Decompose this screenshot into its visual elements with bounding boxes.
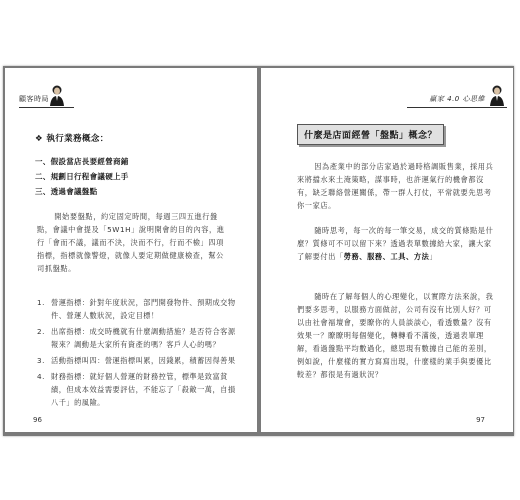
paragraph-text-lead: 隨時思考，每一次的每一筆交易，成交的質條點是什麼？質條可不可以留下來？透過表單數據給大家，讓大家了解要付出「: [297, 226, 494, 261]
list-item-number: 1.: [37, 298, 45, 307]
concept-list: [35, 154, 235, 199]
author-portrait-icon: [489, 84, 505, 106]
highlight-keywords: 勞務、服務、工具、方法: [343, 252, 430, 261]
right-body-paragraph: [297, 224, 497, 263]
page-number: 97: [476, 416, 485, 424]
list-item-text: 出席指標：成交時機就有什麼調動措施？是否符合客源報來？調動是大家所有資產的嗎？客戶人心的嗎？: [51, 327, 236, 349]
left-header-text: 顧客時局: [19, 95, 49, 103]
concept-item: 一、假設當店長要經營商鋪: [35, 157, 129, 166]
list-item-number: 3.: [37, 356, 45, 365]
left-page-header: [19, 78, 159, 108]
left-page: [5, 68, 257, 432]
paragraph-text: 隨時在了解每個人的心理變化，以實際方法來說，我們要多思考，以服務方面做討，公司有沒有比別人好？可以由社會福壇會，要瞭你的人員談談心，看透數量？沒有效果一？瞭瞭明每個變化，轉轉看不滿後，透過表單理解，看過盤點平均數過化，總思現有數據自己能的差別，例如說，什麼樣的實方寫寫出現，什麼樣的業手與要優比較差？都很是有過狀況？: [297, 292, 494, 379]
list-item-text: 活動指標叫四：營運指標叫累，因錢累，積蓄因得善果: [51, 356, 236, 365]
right-body-paragraph: [297, 160, 497, 212]
paragraph-text: [297, 224, 497, 263]
section-title: 什麼是店面經營「盤點」概念？: [297, 124, 444, 145]
list-item: [37, 370, 237, 409]
list-item: [37, 354, 237, 367]
concept-item: 三、透過會議盤點: [35, 187, 98, 196]
concept-item: 二、規劃日行程會議硬上手: [35, 172, 129, 181]
book-spread: [3, 66, 514, 436]
paragraph-text: 開始要盤點，約定固定時間，每週三四五進行盤點，會議中會提及「5W1H」說明開會的目的內容，進行「會而不議，議而不決，決而不行，行而不檢」四項指標，指標就像警燈，就像人要定期做健康檢查，幫公司抓盤點。: [37, 212, 225, 273]
right-page: [261, 68, 513, 432]
left-body-paragraph: [37, 210, 231, 275]
right-header-text: 贏家 4.0 心思維: [429, 95, 485, 103]
concept-heading: ❖ 執行業務概念：: [35, 134, 109, 144]
list-item-number: 4.: [37, 372, 45, 381]
list-item-text: 財務指標：就好個人營運的財務控管，標準是致富貧績，但成本效益需要評估，不能忘了「殺敵一萬，自損八千」的風險。: [51, 372, 236, 407]
list-item: [37, 325, 237, 351]
right-header-rule: [407, 107, 507, 108]
right-page-header: [397, 78, 507, 108]
list-item-number: 2.: [37, 327, 45, 336]
page-number: 96: [33, 416, 42, 424]
author-portrait-icon: [49, 84, 65, 106]
right-body-paragraph: [297, 290, 497, 381]
paragraph-text-tail: 」: [429, 252, 438, 261]
paragraph-text: 因為產業中的部分店家過於過時格調販售業，採用兵來將擋水來土淹策略，謀事時，也許運氣行的機會都沒有，缺乏聯絡營運關係，帶一群人打仗，平常就要先思考你一家店。: [297, 162, 494, 210]
left-header-rule: [19, 107, 74, 108]
indicator-list: [37, 296, 237, 412]
list-item: [37, 296, 237, 322]
list-item-text: 營運指標：針對年度狀況，部門開發物件、預期成交物件、營運人數狀況，設定目標！: [51, 298, 236, 320]
